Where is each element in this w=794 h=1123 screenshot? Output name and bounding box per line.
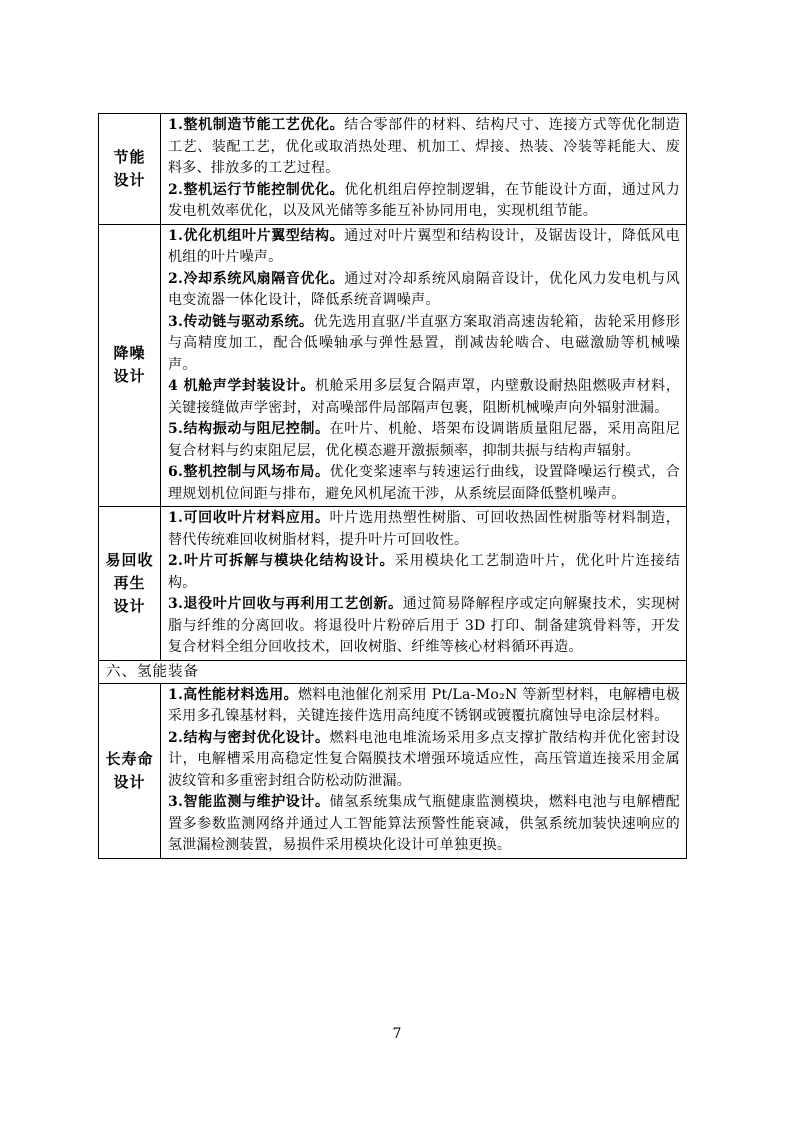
category-cell [99, 683, 161, 858]
category-label-line: 设计 [113, 170, 146, 189]
table-section-row [99, 660, 687, 683]
category-label-line: 长寿命 [105, 749, 154, 768]
item-heading: 1.可回收叶片材料应用。 [168, 510, 330, 526]
table-row-noise-reduction [99, 224, 687, 507]
item-text: 通过对冷却系统风扇隔音设计，优化风力发电机与风电变流器一体化设计，降低系统音调噪声。 [168, 270, 680, 308]
list-item [168, 376, 680, 419]
item-heading: 1.高性能材料选用。 [168, 686, 298, 703]
category-cell [99, 114, 161, 225]
category-cell [99, 507, 161, 661]
list-item [168, 312, 680, 377]
item-text: 采用模块化工艺制造叶片，优化叶片连接结构。 [168, 553, 681, 591]
item-text: 通过简易降解程序或定向解聚技术，实现树脂与纤维的分离回收。将退役叶片粉碎后用于 3D 打印、制备建筑骨料等，开发复合材料全组分回收技术，回收树脂、纤维等核心材料循环再造。 [168, 596, 681, 655]
list-item [168, 115, 680, 180]
category-label-line: 降噪 [113, 344, 146, 363]
list-item [168, 419, 680, 462]
item-text: 叶片选用热塑性树脂、可回收热固性树脂等材料制造，替代传统难回收树脂材料，提升叶片可回收性。 [168, 510, 680, 548]
content-cell [161, 507, 687, 661]
section-heading: 六、氢能装备 [99, 660, 687, 683]
design-requirements-table [98, 113, 687, 859]
item-heading: 2.叶片可拆解与模块化结构设计。 [168, 553, 395, 569]
item-heading: 1.整机制造节能工艺优化。 [168, 117, 345, 133]
item-text: 储氢系统集成气瓶健康监测模块，燃料电池与电解槽配置多参数监测网络并通过人工智能算法预警性能衰减，供氢系统加装快速响应的氢泄漏检测装置，易损件采用模块化设计可单独更换。 [168, 794, 680, 853]
list-item [168, 728, 680, 793]
category-label-line: 设计 [113, 772, 146, 791]
category-label-line: 再生 [113, 573, 146, 592]
table-row-recyclability [99, 507, 687, 661]
category-label-line: 设计 [113, 596, 146, 615]
content-cell [161, 224, 687, 507]
item-text: 燃料电池电堆流场采用多点支撑扩散结构并优化密封设计，电解槽采用高稳定性复合隔膜技术增强环境适应性，高压管道连接采用金属波纹管和多重密封组合防松动防泄漏。 [168, 729, 680, 789]
table-row-energy-saving [99, 114, 687, 225]
item-heading: 3.退役叶片回收与再利用工艺创新。 [168, 596, 403, 612]
item-heading: 1.优化机组叶片翼型结构。 [168, 227, 345, 244]
category-label-line: 节能 [113, 147, 146, 166]
item-text: 优先选用直驱/半直驱方案取消高速齿轮箱，齿轮采用修形与高精度加工，配合低噪轴承与弹性悬置，削减齿轮啮合、电磁激励等机械噪声。 [168, 313, 681, 373]
item-heading: 4 机舱声学封装设计。 [168, 378, 316, 394]
item-text: 通过对叶片翼型和结构设计，及锯齿设计，降低风电机组的叶片噪声。 [168, 227, 680, 265]
content-cell [161, 114, 687, 225]
list-item [168, 594, 680, 659]
item-text: 机舱采用多层复合隔声罩，内壁敷设耐热阻燃吸声材料，关键接缝做声学密封，对高噪部件局部隔声包裹，阻断机械噪声向外辐射泄漏。 [168, 378, 680, 416]
item-text: 在叶片、机舱、塔架布设调谐质量阻尼器，采用高阻尼复合材料与约束阻尼层，优化模态避开激振频率，抑制共振与结构声辐射。 [168, 421, 680, 459]
category-label-line: 易回收 [105, 550, 154, 569]
item-heading: 2.整机运行节能控制优化。 [168, 181, 345, 198]
item-text: 优化机组启停控制逻辑，在节能设计方面，通过风力发电机效率优化，以及风光储等多能互补协同用电，实现机组节能。 [168, 181, 680, 219]
list-item [168, 226, 680, 269]
item-text: 优化变桨速率与转速运行曲线，设置降噪运行模式，合理规划机位间距与排布，避免风机尾流干涉，从系统层面降低整机噪声。 [168, 464, 680, 502]
item-text: 燃料电池催化剂采用 Pt/La-Mo₂N 等新型材料，电解槽电极采用多孔镍基材料，关键连接件选用高纯度不锈钢或镀覆抗腐蚀导电涂层材料。 [168, 686, 680, 724]
list-item [168, 269, 680, 312]
page-number: 7 [392, 1026, 402, 1042]
list-item [168, 462, 680, 505]
content-cell [161, 683, 687, 858]
item-heading: 3.传动链与驱动系统。 [168, 313, 314, 330]
list-item [168, 508, 680, 551]
category-cell [99, 224, 161, 507]
item-heading: 3.智能监测与维护设计。 [168, 794, 330, 810]
list-item [168, 685, 680, 728]
item-heading: 5.结构振动与阻尼控制。 [168, 421, 330, 437]
item-heading: 2.冷却系统风扇隔音优化。 [168, 270, 345, 287]
category-label-line: 设计 [113, 367, 146, 386]
item-heading: 6.整机控制与风场布局。 [168, 464, 330, 480]
item-heading: 2.结构与密封优化设计。 [168, 729, 330, 746]
item-text: 结合零部件的材料、结构尺寸、连接方式等优化制造工艺、装配工艺，优化或取消热处理、机加工、焊接、热装、冷装等耗能大、废料多、排放多的工艺过程。 [168, 117, 680, 176]
list-item [168, 792, 680, 857]
table-row-long-life [99, 683, 687, 858]
list-item [168, 180, 680, 223]
list-item [168, 551, 680, 594]
